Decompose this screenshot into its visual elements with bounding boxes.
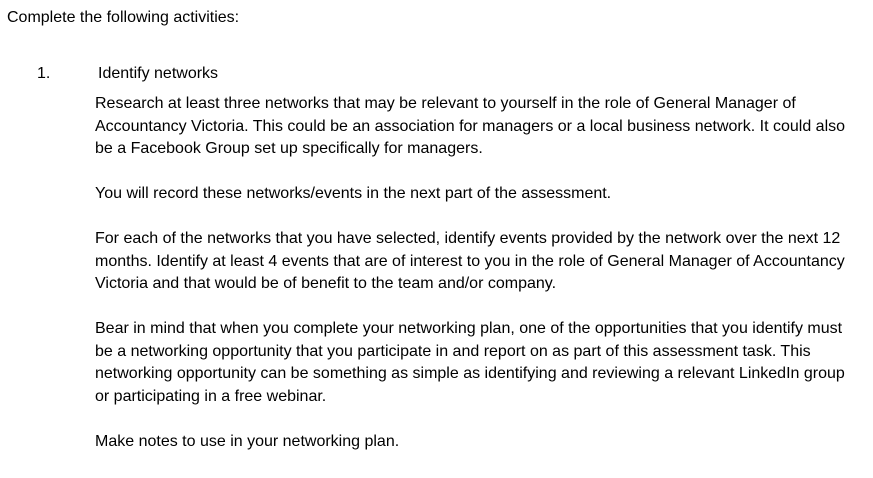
activity-paragraph: Research at least three networks that may be relevant to yourself in the role of General Manager of Accountancy Victoria. This could be an association for managers or a local business network. It could also be a Facebook Group set up specifically for managers. <box>95 95 846 157</box>
activity-paragraph: Make notes to use in your networking plan. <box>95 432 400 450</box>
activity-heading: Identify networks <box>98 65 219 82</box>
intro-text: Complete the following activities: <box>7 9 240 26</box>
activity-number: 1. <box>37 65 51 82</box>
activity-paragraph: For each of the networks that you have selected, identify events provided by the network over the next 12 months. Identify at least 4 events that are of interest to you in the role of General Manager of Accountancy Victoria and that would be of benefit to the team and/or company. <box>95 230 845 292</box>
activity-paragraph: You will record these networks/events in the next part of the assessment. <box>95 185 612 202</box>
activity-body <box>95 93 855 453</box>
activity-paragraph: Bear in mind that when you complete your networking plan, one of the opportunities that you identify must be a networking opportunity that you participate in and report on as part of this assessment task. This networking opportunity can be something as simple as identifying and reviewing a relevant LinkedIn group or participating in a free webinar. <box>95 320 845 405</box>
